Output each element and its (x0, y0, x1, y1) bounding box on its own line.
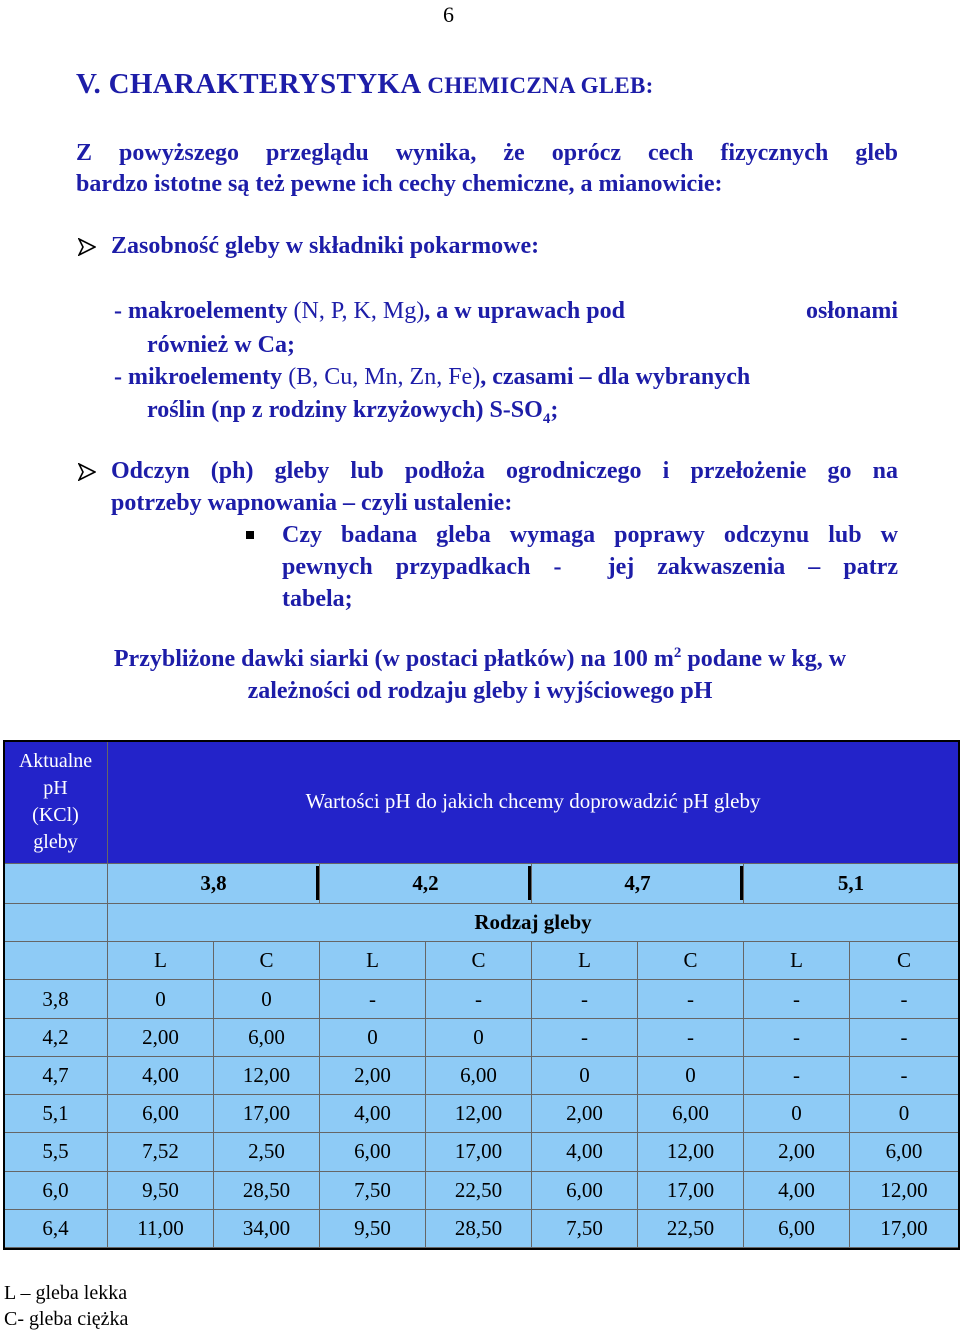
dose-cell: - (850, 980, 959, 1018)
dose-cell: - (850, 1018, 959, 1056)
bullet2-sub-line1: Czy badana gleba wymaga poprawy odczynu lub w (282, 522, 898, 548)
target-ph-cell: 4,7 (532, 863, 744, 903)
macro-label: - makroelementy (114, 298, 288, 324)
soil-type-cell: L (320, 942, 426, 980)
dose-cell: 7,52 (108, 1133, 214, 1171)
dose-cell: 12,00 (426, 1095, 532, 1133)
dose-cell: 2,00 (532, 1095, 638, 1133)
dose-cell: 28,50 (426, 1209, 532, 1247)
section-heading-main: V. CHARAKTERYSTYKA (76, 68, 420, 100)
soil-type-label: Rodzaj gleby (108, 903, 959, 941)
row-header-line: pH (43, 776, 68, 799)
dose-cell: - (320, 980, 426, 1018)
dose-cell: - (744, 980, 850, 1018)
dose-cell: 6,00 (638, 1095, 744, 1133)
dose-cell: 4,00 (108, 1056, 214, 1094)
square-bullet-icon (246, 531, 254, 539)
dose-cell: 12,00 (638, 1133, 744, 1171)
caption-text-b: podane w kg, w (681, 646, 847, 672)
bullet1-item1-line1 (114, 296, 898, 327)
dose-cell: - (744, 1018, 850, 1056)
bullet2-sub-line3: tabela; (282, 586, 353, 612)
micro-elements: (B, Cu, Mn, Zn, Fe) (288, 364, 481, 390)
dose-cell: 7,50 (320, 1171, 426, 1209)
table-header-row (4, 741, 959, 864)
current-ph-cell: 5,1 (4, 1095, 108, 1133)
bullet2-sub-line2: pewnych przypadkach - jej zakwaszenia – patrz (282, 554, 898, 580)
sulfur-dose-table (3, 740, 959, 1248)
dose-cell: 17,00 (426, 1133, 532, 1171)
row-header-line: (KCl) (32, 803, 79, 826)
dose-cell: 9,50 (320, 1209, 426, 1247)
dose-cell: 4,00 (744, 1171, 850, 1209)
current-ph-cell: 6,4 (4, 1209, 108, 1247)
empty-cell (4, 903, 108, 941)
dose-cell: 9,50 (108, 1171, 214, 1209)
table-row (4, 1018, 959, 1056)
dose-cell: 17,00 (850, 1209, 959, 1247)
intro-line-2: bardzo istotne są też pewne ich cechy chemiczne, a mianowicie: (76, 171, 723, 197)
group-separator (316, 866, 319, 900)
dose-cell: 6,00 (320, 1133, 426, 1171)
soil-type-row (4, 942, 959, 980)
current-ph-cell: 4,2 (4, 1018, 108, 1056)
table-row (4, 980, 959, 1018)
dose-cell: 34,00 (214, 1209, 320, 1247)
table-caption-line2: zależności od rodzaju gleby i wyjściowego pH (247, 678, 713, 704)
bullet2-line2: potrzeby wapnowania – czyli ustalenie: (111, 490, 513, 516)
dose-cell: - (638, 1018, 744, 1056)
target-ph-cell: 4,2 (320, 863, 532, 903)
target-ph-cell: 3,8 (108, 863, 320, 903)
soil-type-cell: C (638, 942, 744, 980)
dose-cell: 2,50 (214, 1133, 320, 1171)
dose-cell: 0 (532, 1056, 638, 1094)
caption-superscript: 2 (673, 645, 682, 661)
dose-cell: 12,00 (214, 1056, 320, 1094)
bullet1-title: Zasobność gleby w składniki pokarmowe: (111, 233, 540, 259)
dose-cell: 6,00 (532, 1171, 638, 1209)
intro-line-1: Z powyższego przeglądu wynika, że oprócz cech fizycznych gleb (76, 140, 898, 166)
dose-cell: 28,50 (214, 1171, 320, 1209)
group-separator (740, 866, 743, 900)
dose-cell: 2,00 (108, 1018, 214, 1056)
table-row (4, 1171, 959, 1209)
group-separator (528, 866, 531, 900)
dose-cell: 6,00 (744, 1209, 850, 1247)
legend-light-soil: L – gleba lekka (4, 1282, 128, 1304)
dose-cell: 0 (426, 1018, 532, 1056)
bullet1-item2-line1 (114, 362, 898, 393)
dose-cell: 4,00 (320, 1095, 426, 1133)
caption-text-a: Przybliżone dawki siarki (w postaci płatków) na 100 m (113, 646, 674, 672)
row-header-line: Aktualne (18, 749, 93, 772)
bullet1-item2-line2 (147, 395, 558, 435)
macro-suffix: , a w uprawach pod (424, 298, 625, 324)
table-row (4, 1095, 959, 1133)
dose-cell: 0 (744, 1095, 850, 1133)
bullet2-line1: Odczyn (ph) gleby lub podłoża ogrodniczego i przełożenie go na (111, 458, 898, 484)
target-ph-row (4, 863, 959, 903)
dose-cell: 0 (214, 980, 320, 1018)
arrow-bullet-icon (78, 463, 96, 481)
dose-cell: 6,00 (108, 1095, 214, 1133)
dose-cell: 2,00 (320, 1056, 426, 1094)
page-number: 6 (443, 2, 454, 27)
table-row (4, 1209, 959, 1247)
soil-type-cell: C (426, 942, 532, 980)
dose-cell: 7,50 (532, 1209, 638, 1247)
dose-cell: - (426, 980, 532, 1018)
section-heading-small: CHEMICZNA GLEB: (427, 73, 654, 98)
dose-cell: 6,00 (426, 1056, 532, 1094)
dose-cell: 6,00 (214, 1018, 320, 1056)
current-ph-cell: 4,7 (4, 1056, 108, 1094)
soil-type-cell: C (214, 942, 320, 980)
micro-label: - mikroelementy (114, 364, 283, 390)
dose-cell: - (744, 1056, 850, 1094)
macro-elements: (N, P, K, Mg) (293, 298, 425, 324)
soil-type-cell: L (744, 942, 850, 980)
macro-suffix-end: osłonami (805, 298, 898, 324)
column-header-title: Wartości pH do jakich chcemy doprowadzić pH gleby (108, 741, 959, 864)
current-ph-cell: 5,5 (4, 1133, 108, 1171)
legend-heavy-soil: C- gleba ciężka (4, 1308, 129, 1330)
dose-cell: - (532, 1018, 638, 1056)
dose-cell: 17,00 (638, 1171, 744, 1209)
dose-cell: 2,00 (744, 1133, 850, 1171)
micro-line2-text: roślin (np z rodziny krzyżowych) S-SO (147, 397, 543, 423)
soil-type-cell: L (532, 942, 638, 980)
dose-cell: 0 (638, 1056, 744, 1094)
current-ph-cell: 3,8 (4, 980, 108, 1018)
dose-cell: 22,50 (426, 1171, 532, 1209)
dose-cell: - (532, 980, 638, 1018)
table-caption-line1 (0, 645, 960, 673)
row-header-cell (4, 741, 108, 864)
soil-type-cell: C (850, 942, 959, 980)
current-ph-cell: 6,0 (4, 1171, 108, 1209)
bullet1-item1-line2: również w Ca; (147, 332, 295, 358)
table-row (4, 1056, 959, 1094)
micro-suffix: , czasami – dla wybranych (480, 364, 751, 390)
dose-cell: 6,00 (850, 1133, 959, 1171)
table-body (4, 980, 959, 1248)
micro-line2-end: ; (550, 397, 559, 423)
section-heading (76, 68, 654, 101)
target-ph-cell: 5,1 (744, 863, 959, 903)
dose-cell: - (850, 1056, 959, 1094)
dose-cell: 11,00 (108, 1209, 214, 1247)
soil-type-label-row (4, 903, 959, 941)
dose-cell: 0 (850, 1095, 959, 1133)
dose-cell: 17,00 (214, 1095, 320, 1133)
empty-cell (4, 942, 108, 980)
soil-type-cell: L (108, 942, 214, 980)
dose-cell: 0 (320, 1018, 426, 1056)
arrow-bullet-icon (78, 238, 96, 256)
dose-cell: 12,00 (850, 1171, 959, 1209)
dose-cell: 0 (108, 980, 214, 1018)
dose-cell: 4,00 (532, 1133, 638, 1171)
table-row (4, 1133, 959, 1171)
dose-cell: - (638, 980, 744, 1018)
dose-cell: 22,50 (638, 1209, 744, 1247)
micro-line2-subscript: 4 (542, 410, 551, 427)
empty-cell (4, 863, 108, 903)
row-header-line: gleby (33, 830, 78, 853)
